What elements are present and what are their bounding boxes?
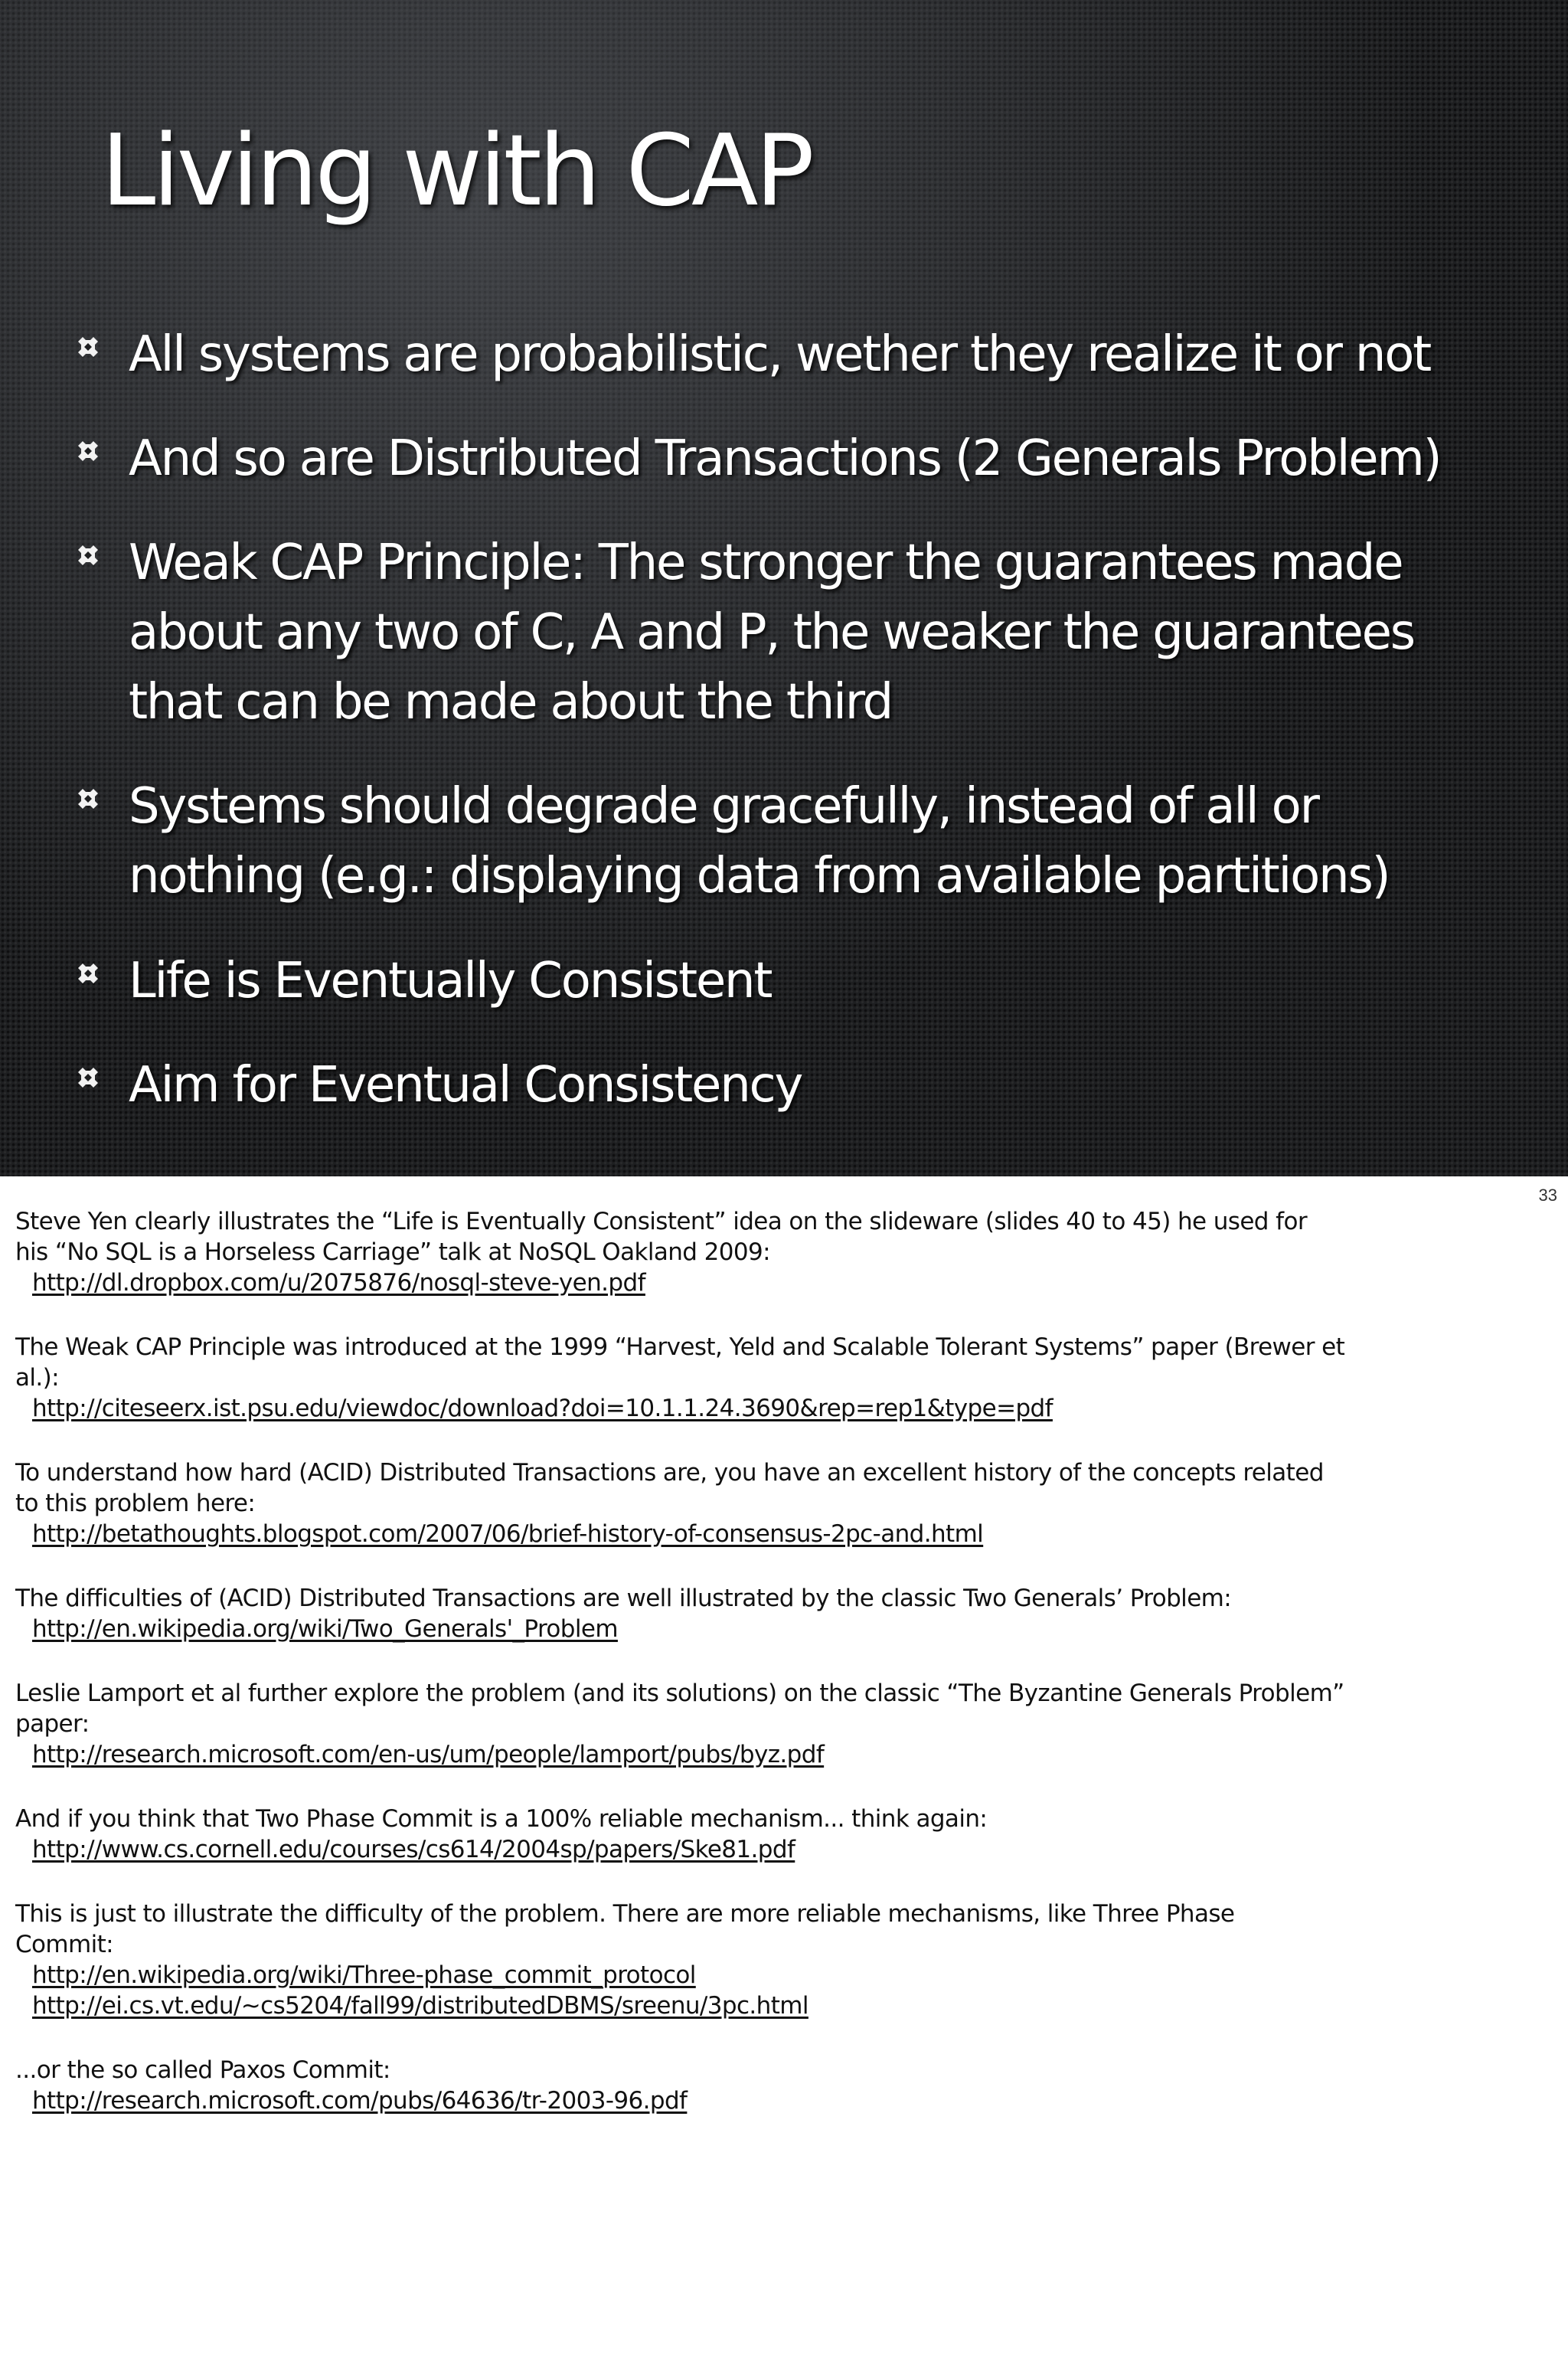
note-text: The Weak CAP Principle was introduced at the 1999 “Harvest, Yeld and Scalable Tolerant Systems” paper (Brewer et — [15, 1333, 1345, 1361]
bullet-line: All systems are probabilistic, wether they realize it or not — [129, 326, 1431, 383]
bullet-icon — [78, 337, 98, 357]
note-paragraph — [15, 1457, 1562, 1549]
note-text: ...or the so called Paxos Commit: — [15, 2056, 390, 2084]
bullet-icon — [78, 1068, 98, 1088]
note-link[interactable]: http://ei.cs.vt.edu/~cs5204/fall99/distributedDBMS/sreenu/3pc.html — [32, 1992, 808, 2020]
bullet-text — [129, 424, 1553, 494]
slide-title: Living with CAP — [101, 114, 812, 228]
bullet-line: about any two of C, A and P, the weaker the guarantees — [129, 604, 1414, 661]
note-link[interactable]: http://research.microsoft.com/pubs/64636/tr-2003-96.pdf — [32, 2087, 688, 2115]
bullet-text — [129, 772, 1553, 911]
bullet-line: nothing (e.g.: displaying data from available partitions) — [129, 848, 1390, 904]
note-paragraph — [15, 1804, 1562, 1865]
note-text: to this problem here: — [15, 1490, 256, 1517]
bullet-line: Aim for Eventual Consistency — [129, 1057, 802, 1114]
slide — [0, 0, 1568, 1176]
bullet-text — [129, 1051, 1553, 1120]
note-text: al.): — [15, 1364, 60, 1392]
bullet-icon — [78, 441, 98, 461]
note-text: Commit: — [15, 1931, 114, 1958]
note-link[interactable]: http://citeseerx.ist.psu.edu/viewdoc/download?doi=10.1.1.24.3690&rep=rep1&type=pdf — [32, 1395, 1053, 1422]
bullet-line: Weak CAP Principle: The stronger the guarantees made — [129, 535, 1403, 591]
bullet-line: Life is Eventually Consistent — [129, 953, 772, 1009]
note-text: The difficulties of (ACID) Distributed Transactions are well illustrated by the classic Two Generals’ Problem: — [15, 1585, 1232, 1612]
note-text: This is just to illustrate the difficulty of the problem. There are more reliable mechanisms, like Three Phase — [15, 1900, 1235, 1928]
bullet-icon — [78, 545, 98, 565]
note-link[interactable]: http://betathoughts.blogspot.com/2007/06/brief-history-of-consensus-2pc-and.html — [32, 1520, 984, 1548]
note-text: his “No SQL is a Horseless Carriage” talk at NoSQL Oakland 2009: — [15, 1238, 770, 1266]
note-text: paper: — [15, 1710, 90, 1738]
note-paragraph — [15, 1899, 1562, 2021]
bullet-text — [129, 528, 1553, 738]
speaker-notes — [15, 1206, 1562, 2150]
bullet-text — [129, 320, 1553, 390]
note-text: Steve Yen clearly illustrates the “Life is Eventually Consistent” idea on the slideware (slides 40 to 45) he used for — [15, 1208, 1307, 1235]
note-link[interactable]: http://en.wikipedia.org/wiki/Two_Generals'_Problem — [32, 1615, 618, 1643]
note-text: And if you think that Two Phase Commit is a 100% reliable mechanism... think again: — [15, 1805, 988, 1833]
bullet-line: And so are Distributed Transactions (2 Generals Problem) — [129, 430, 1441, 487]
note-text: To understand how hard (ACID) Distributed Transactions are, you have an excellent history of the concepts related — [15, 1459, 1324, 1487]
note-link[interactable]: http://dl.dropbox.com/u/2075876/nosql-steve-yen.pdf — [32, 1269, 645, 1297]
note-paragraph — [15, 1583, 1562, 1644]
bullet-text — [129, 947, 1553, 1016]
bullet-line: that can be made about the third — [129, 674, 893, 731]
note-link[interactable]: http://research.microsoft.com/en-us/um/people/lamport/pubs/byz.pdf — [32, 1741, 825, 1768]
note-paragraph — [15, 1332, 1562, 1424]
bullet-line: Systems should degrade gracefully, instead of all or — [129, 778, 1318, 835]
note-paragraph — [15, 2055, 1562, 2116]
bullet-icon — [78, 963, 98, 983]
note-link[interactable]: http://www.cs.cornell.edu/courses/cs614/2004sp/papers/Ske81.pdf — [32, 1836, 795, 1863]
note-paragraph — [15, 1206, 1562, 1298]
note-text: Leslie Lamport et al further explore the problem (and its solutions) on the classic “The Byzantine Generals Problem” — [15, 1680, 1344, 1707]
bullet-icon — [78, 789, 98, 809]
note-paragraph — [15, 1678, 1562, 1770]
note-link[interactable]: http://en.wikipedia.org/wiki/Three-phase_commit_protocol — [32, 1961, 696, 1989]
slide-number: 33 — [1538, 1186, 1557, 1205]
